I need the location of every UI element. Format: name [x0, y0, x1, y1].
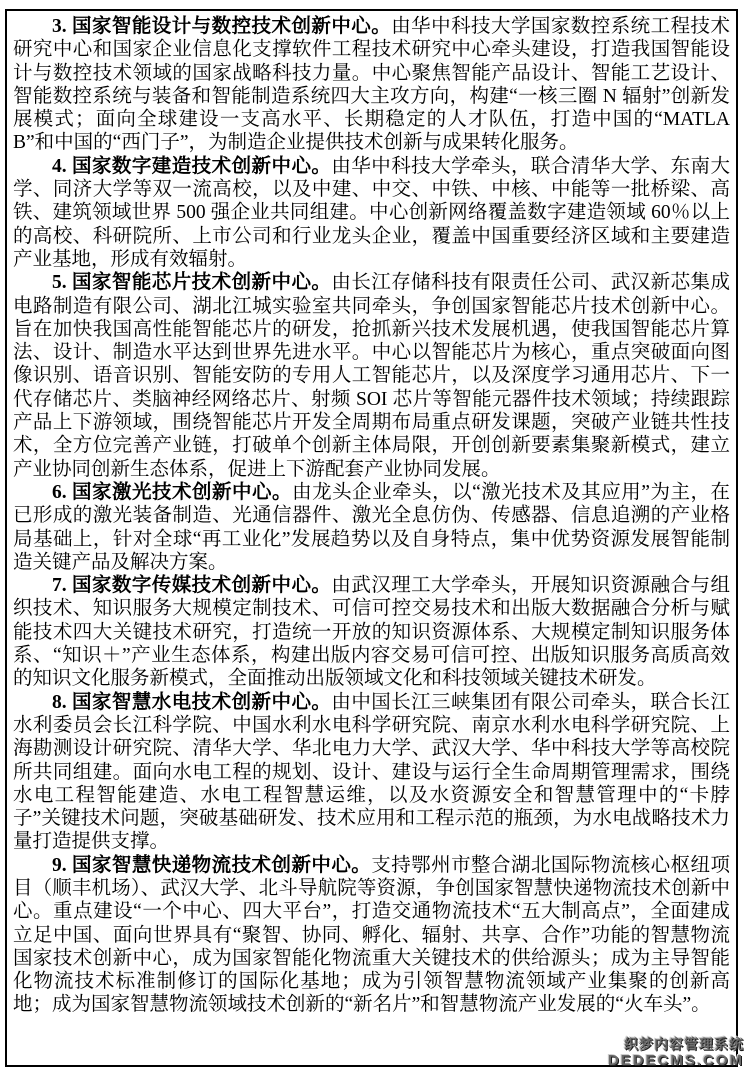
- paragraph-8-heading: 8. 国家智慧水电技术创新中心。: [52, 691, 332, 713]
- paragraph-7-heading: 7. 国家数字传媒技术创新中心。: [52, 575, 332, 597]
- paragraph-8: [13, 691, 730, 854]
- paragraph-9-heading: 9. 国家智慧快递物流技术创新中心。: [52, 854, 372, 876]
- paragraph-3-heading: 3. 国家智能设计与数控技术创新中心。: [52, 16, 392, 37]
- paragraph-7-body: 由武汉理工大学牵头，开展知识资源融合与组织技术、知识服务大规模定制技术、可信可控交易技术和出版大数据融合分析与赋能技术四大关键技术研究，打造统一开放的知识资源体系、大规模定制知识服务体系、“知识＋”产业生态体系，构建出版内容交易可信可控、出版知识服务高质高效的知识文化服务新模式，全面推动出版领域文化和科技领域关键技术研发。: [13, 575, 730, 690]
- paragraph-4: [13, 155, 730, 271]
- paragraph-4-heading: 4. 国家数字建造技术创新中心。: [52, 155, 332, 177]
- paragraph-3-body: 由华中科技大学国家数控系统工程技术研究中心和国家企业信息化支撑软件工程技术研究中心牵头建设，打造我国智能设计与数控技术领域的国家战略科技力量。中心聚焦智能产品设计、智能工艺设计、智能数控系统与装备和智能制造系统四大主攻方向，构建“一核三圈 N 辐射”创新发展模式；面向全球建设一支高水平、长期稳定的人才队伍，打造中国的“MATLAB”和中国的“西门子”，为制造企业提供技术创新与成果转化服务。: [13, 16, 730, 154]
- paragraph-5-heading: 5. 国家智能芯片技术创新中心。: [52, 272, 332, 294]
- paragraph-6-heading: 6. 国家激光技术创新中心。: [52, 481, 293, 503]
- paragraph-5: [13, 271, 730, 481]
- paragraph-9-body: 支持鄂州市整合湖北国际物流核心枢纽项目（顺丰机场）、武汉大学、北斗导航院等资源，争创国家智慧快递物流技术创新中心。重点建设“一个中心、四大平台”，打造交通物流技术“五大制高点”，全面建成立足中国、面向世界具有“聚智、协同、孵化、辐射、共享、合作”功能的智慧物流国家技术创新中心，成为国家智能化物流重大关键技术的供给源头；成为主导智能化物流技术标准制修订的国际化基地；成为引领智慧物流领域产业集聚的创新高地；成为国家智慧物流领域技术创新的“新名片”和智慧物流产业发展的“火车头”。: [13, 854, 730, 1016]
- paragraph-4-body: 由华中科技大学牵头，联合清华大学、东南大学、同济大学等双一流高校，以及中建、中交、中铁、中核、中能等一批桥梁、高铁、建筑领域世界 500 强企业共同组建。中心创新网络覆盖数字建造领域 60％以上的高校、科研院所、上市公司和行业龙头企业，覆盖中国重要经济区域和主要建造产业基地，形成有效辐射。: [13, 155, 730, 270]
- watermark-cn-text: 织梦内容管理系统: [624, 1036, 744, 1053]
- dedecms-watermark: [608, 1037, 744, 1069]
- paragraph-8-body: 由中国长江三峡集团有限公司牵头，联合长江水利委员会长江科学院、中国水利水电科学研究院、南京水利水电科学研究院、上海勘测设计研究院、清华大学、华北电力大学、武汉大学、华中科技大学等高校院所共同组建。面向水电工程的规划、设计、建设与运行全生命周期管理需求，围绕水电工程智能建造、水电工程智慧运维，以及水资源安全和智慧管理中的“卡脖子”关键技术问题，突破基础研发、技术应用和工程示范的瓶颈，为水电战略技术力量打造提供支撑。: [13, 691, 730, 853]
- paragraph-3: [13, 15, 730, 155]
- paragraph-9: [13, 854, 730, 1017]
- paragraph-5-body: 由长江存储科技有限责任公司、武汉新芯集成电路制造有限公司、湖北江城实验室共同牵头，争创国家智能芯片技术创新中心。旨在加快我国高性能智能芯片的研发，抢抓新兴技术发展机遇，使我国智能芯片算法、设计、制造水平达到世界先进水平。中心以智能芯片为核心，重点突破面向图像识别、语音识别、智能安防的专用人工智能芯片，以及深度学习通用芯片、下一代存储芯片、类脑神经网络芯片、射频 SOI 芯片等智能元器件技术领域；持续跟踪产品上下游领域，围绕智能芯片开发全周期布局重点研发课题，突破产业链共性技术，全方位完善产业链，打破单个创新主体局限，开创创新要素集聚新模式，建立产业协同创新生态体系，促进上下游配套产业协同发展。: [13, 272, 730, 480]
- watermark-url-text: DEDECMS.COM: [607, 1051, 744, 1069]
- paragraph-6: [13, 481, 730, 574]
- page-border: [5, 9, 738, 1067]
- paragraph-7: [13, 574, 730, 690]
- paragraph-6-body: 由龙头企业牵头，以“激光技术及其应用”为主，在已形成的激光装备制造、光通信器件、激光全息仿伪、传感器、信息追溯的产业格局基础上，针对全球“再工业化”发展趋势以及自身特点，集中优势资源发展智能制造关键产品及解决方案。: [13, 481, 730, 573]
